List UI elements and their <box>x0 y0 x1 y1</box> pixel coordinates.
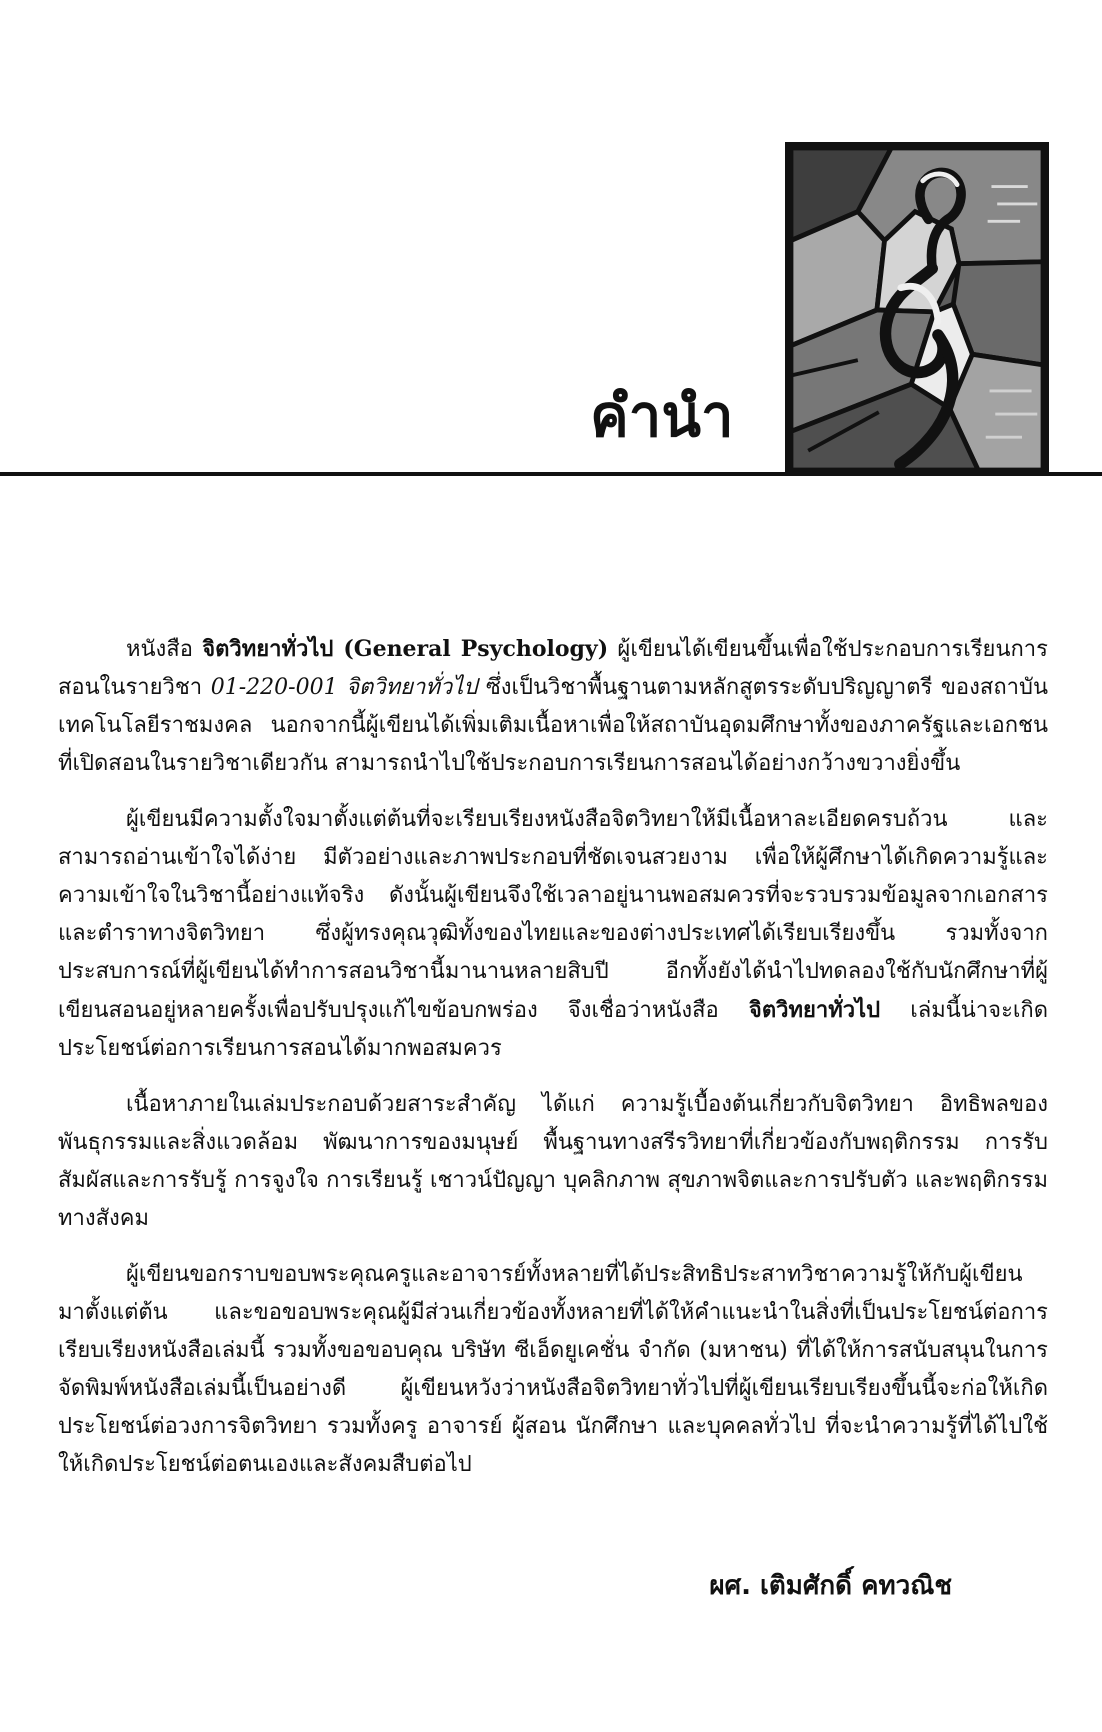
paragraph-1 <box>58 630 1048 783</box>
book-title-bold: จิตวิทยาทั่วไป (General Psychology) <box>202 636 609 662</box>
author-signature: ผศ. เติมศักดิ์ คทวณิช <box>709 1571 952 1601</box>
paragraph-1-middle-b: ซึ่งเป็นวิชาพื้นฐานตามหลักสูตรระดับปริญญาตรี ของสถาบันเทคโนโลยีราชมงคล นอกจากนี้ผู้เขียนได้เพิ่มเติมเนื้อหาเพื่อให้สถาบันอุดมศึกษาทั้งของภาครัฐและเอกชนที่เปิดสอนในรายวิชาเดียวกัน สามารถนำไปใช้ประกอบการเรียนการสอนได้อย่างกว้างขวางยิ่งขึ้น <box>58 675 1048 776</box>
illustration-svg <box>791 148 1043 470</box>
header-rule <box>0 472 1102 476</box>
paragraph-1-middle-a: ผู้เขียนได้เขียนขึ้นเพื่อใช้ประกอบการเรียนการสอนในรายวิชา <box>58 637 1048 700</box>
paragraph-3: เนื้อหาภายในเล่มประกอบด้วยสาระสำคัญ ได้แก่ ความรู้เบื้องต้นเกี่ยวกับจิตวิทยา อิทธิพลของพันธุกรรมและสิ่งแวดล้อม พัฒนาการของมนุษย์ พื้นฐานทางสรีรวิทยาที่เกี่ยวข้องกับพฤติกรรม การรับสัมผัสและการรับรู้ การจูงใจ การเรียนรู้ เชาวน์ปัญญา บุคลิกภาพ สุขภาพจิตและการปรับตัว และพฤติกรรมทางสังคม <box>58 1092 1048 1231</box>
stained-glass-illustration <box>785 142 1049 476</box>
course-code-italic: 01-220-001 จิตวิทยาทั่วไป <box>210 675 478 700</box>
paragraph-2-prefix: ผู้เขียนมีความตั้งใจมาตั้งแต่ต้นที่จะเรียบเรียงหนังสือจิตวิทยาให้มีเนื้อหาละเอียดครบถ้วน และสามารถอ่านเข้าใจได้ง่าย มีตัวอย่างและภาพประกอบที่ชัดเจนสวยงาม เพื่อให้ผู้ศึกษาได้เกิดความรู้และความเข้าใจในวิชานี้อย่างแท้จริง ดังนั้นผู้เขียนจึงใช้เวลาอยู่นานพอสมควรที่จะรวบรวมข้อมูลจากเอกสารและตำราทางจิตวิทยา ซึ่งผู้ทรงคุณวุฒิทั้งของไทยและของต่างประเทศได้เรียบเรียงขึ้น รวมทั้งจากประสบการณ์ที่ผู้เขียนได้ทำการสอนวิชานี้มานานหลายสิบปี อีกทั้งยังได้นำไปทดลองใช้กับนักศึกษาที่ผู้เขียนสอนอยู่หลายครั้งเพื่อปรับปรุงแก้ไขข้อบกพร่อง จึงเชื่อว่าหนังสือ <box>58 807 1048 1023</box>
paragraph-4: ผู้เขียนขอกราบขอบพระคุณครูและอาจารย์ทั้งหลายที่ได้ประสิทธิประสาทวิชาความรู้ให้กับผู้เขียนมาตั้งแต่ต้น และขอขอบพระคุณผู้มีส่วนเกี่ยวข้องทั้งหลายที่ได้ให้คำแนะนำในสิ่งที่เป็นประโยชน์ต่อการเรียบเรียงหนังสือเล่มนี้ รวมทั้งขอขอบคุณ บริษัท ซีเอ็ดยูเคชั่น จำกัด (มหาชน) ที่ได้ให้การสนับสนุนในการจัดพิมพ์หนังสือเล่มนี้เป็นอย่างดี ผู้เขียนหวังว่าหนังสือจิตวิทยาทั่วไปที่ผู้เขียนเรียบเรียงขึ้นนี้จะก่อให้เกิดประโยชน์ต่อวงการจิตวิทยา รวมทั้งครู อาจารย์ ผู้สอน นักศึกษา และบุคคลทั่วไป ที่จะนำความรู้ที่ได้ไปใช้ให้เกิดประโยชน์ต่อตนเองและสังคมสืบต่อไป <box>58 1262 1048 1477</box>
paragraph-2-suffix: เล่มนี้น่าจะเกิดประโยชน์ต่อการเรียนการสอนได้มากพอสมควร <box>58 998 1049 1061</box>
paragraph-1-prefix: หนังสือ <box>126 637 203 662</box>
paragraph-2 <box>58 801 1048 1068</box>
book-title-bold-2: จิตวิทยาทั่วไป <box>748 997 881 1023</box>
page-title: คำนำ <box>590 382 734 450</box>
preface-body <box>58 630 1048 1502</box>
